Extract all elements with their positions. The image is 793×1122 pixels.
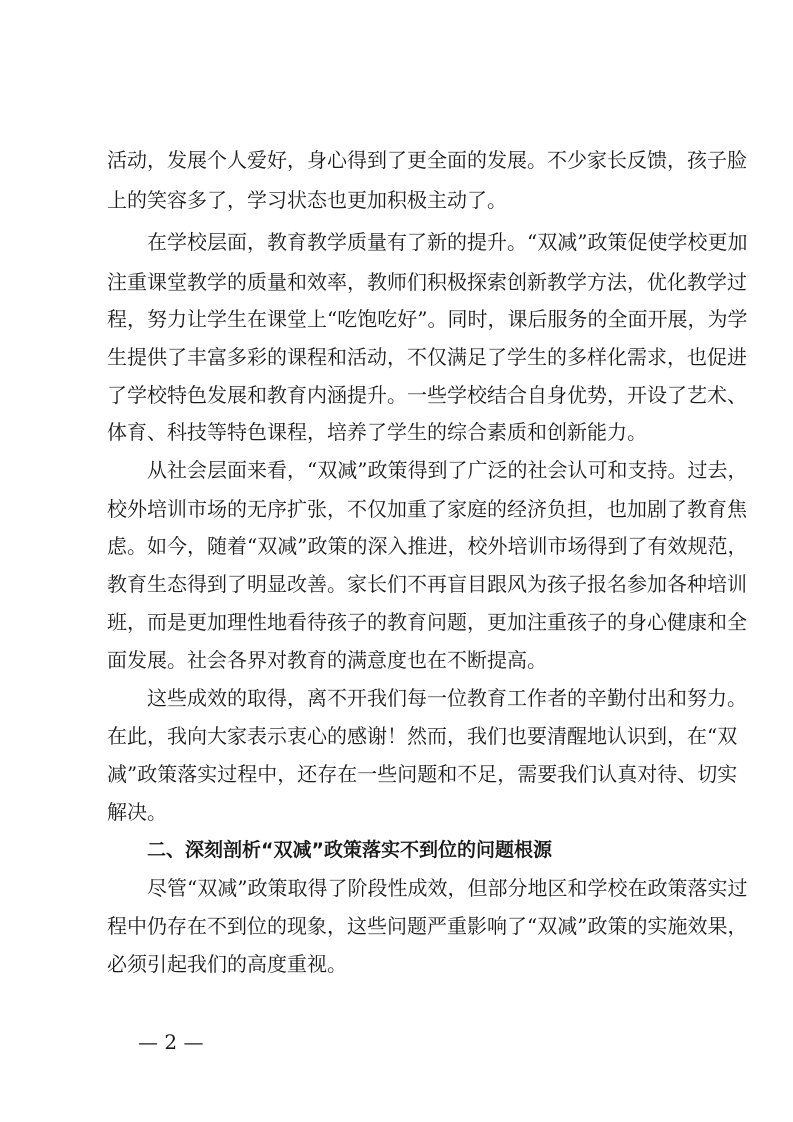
paragraph-line: 在此，我向大家表示衷心的感谢！然而，我们也要清醒地认识到，在“双	[107, 724, 738, 748]
paragraph-line: 了学校特色发展和教育内涵提升。一些学校结合自身优势，开设了艺术、	[107, 383, 747, 407]
section-heading: 二、深刻剖析“双减”政策落实不到位的问题根源	[147, 839, 552, 861]
paragraph-line: 从社会层面来看，“双减”政策得到了广泛的社会认可和支持。过去，	[147, 458, 748, 482]
paragraph-line: 班，而是更加理性地看待孩子的教育问题，更加注重孩子的身心健康和全	[107, 610, 747, 634]
paragraph-line: 生提供了丰富多彩的课程和活动，不仅满足了学生的多样化需求，也促进	[107, 345, 747, 369]
paragraph-line: 校外培训市场的无序扩张，不仅加重了家庭的经济负担，也加剧了教育焦	[107, 497, 747, 521]
paragraph-line: 解决。	[107, 800, 167, 824]
paragraph-line: 减”政策落实过程中，还存在一些问题和不足，需要我们认真对待、切实	[107, 762, 738, 786]
paragraph-line: 这些成效的取得，离不开我们每一位教育工作者的辛勤付出和努力。	[147, 686, 747, 710]
paragraph-line: 在学校层面，教育教学质量有了新的提升。“双减”政策促使学校更加	[147, 230, 748, 254]
paragraph-line: 体育、科技等特色课程，培养了学生的综合素质和创新能力。	[107, 420, 647, 444]
paragraph-line: 上的笑容多了，学习状态也更加积极主动了。	[107, 188, 507, 212]
paragraph-line: 面发展。社会各界对教育的满意度也在不断提高。	[107, 648, 547, 672]
paragraph-line: 活动，发展个人爱好，身心得到了更全面的发展。不少家长反馈，孩子脸	[107, 148, 747, 172]
paragraph-line: 教育生态得到了明显改善。家长们不再盲目跟风为孩子报名参加各种培训	[107, 572, 747, 596]
page-number: — 2 —	[138, 1030, 204, 1054]
paragraph-line: 注重课堂教学的质量和效率，教师们积极探索创新教学方法，优化教学过	[107, 270, 747, 294]
paragraph-line: 尽管“双减”政策取得了阶段性成效，但部分地区和学校在政策落实过	[147, 876, 748, 900]
paragraph-line: 程，努力让学生在课堂上“吃饱吃好”。同时，课后服务的全面开展，为学	[107, 307, 748, 331]
paragraph-line: 必须引起我们的高度重视。	[107, 952, 347, 976]
paragraph-line: 程中仍存在不到位的现象，这些问题严重影响了“双减”政策的实施效果，	[107, 914, 748, 938]
paragraph-line: 虑。如今，随着“双减”政策的深入推进，校外培训市场得到了有效规范，	[107, 534, 748, 558]
